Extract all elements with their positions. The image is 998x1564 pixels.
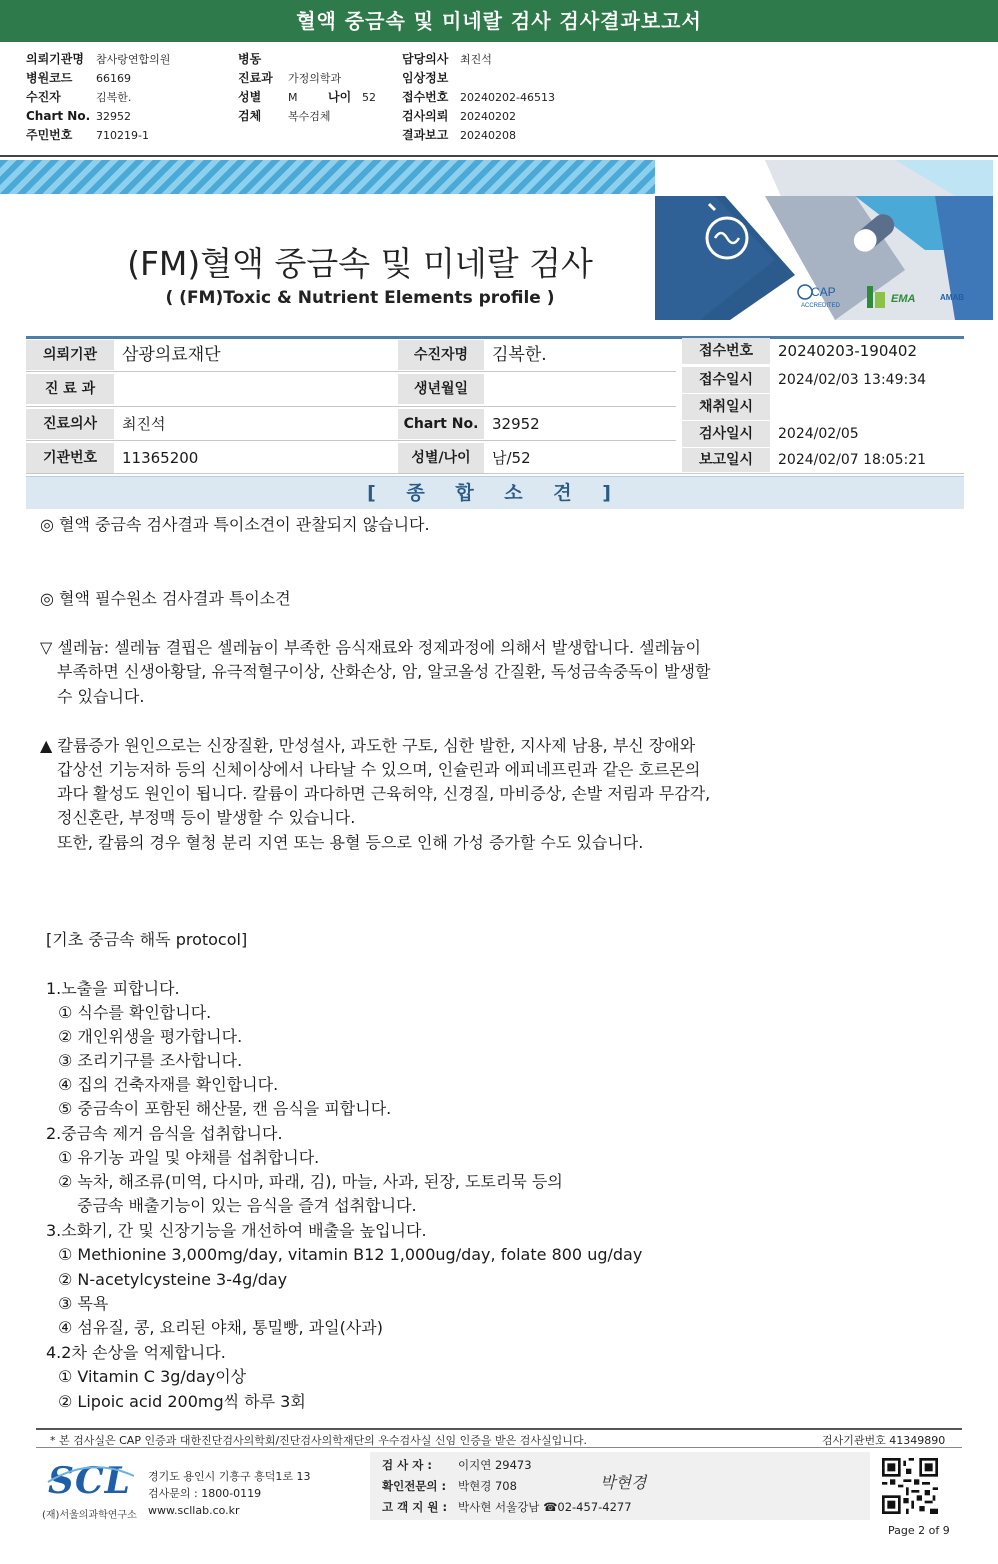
- header-value: 20240202-46513: [460, 91, 555, 104]
- certification-note: * 본 검사실은 CAP 인증과 대한진단검사의학회/진단검사의학재단의 우수검사실 신임 인증을 받은 검사실입니다.: [50, 1434, 588, 1447]
- potassium-note: 갑상선 기능저하 등의 신체이상에서 나타날 수 있으며, 인슐린과 에피네프린과 같은 호르몬의: [57, 760, 701, 779]
- header-label: 임상정보: [402, 71, 449, 85]
- selenium-note: 부족하면 신생아황달, 유극적혈구이상, 산화손상, 암, 알코올성 간질환, 독성금속중독이 발생할: [57, 662, 711, 681]
- header-label: 나이: [328, 90, 352, 104]
- test-title-korean: (FM)혈액 중금속 및 미네랄 검사: [127, 244, 593, 283]
- staff-label: 검 사 자 :: [382, 1458, 432, 1472]
- phone: 검사문의 : 1800-0119: [148, 1487, 262, 1500]
- collection-value: [770, 394, 964, 420]
- selenium-note: ▽ 셀레늄: 셀레늄 결핍은 셀레늄이 부족한 음식재료와 정제과정에 의해서 발생합니다. 셀레늄이: [40, 638, 701, 657]
- header-label: 검사의뢰: [402, 109, 449, 123]
- header-value: 참사랑연합의원: [96, 53, 171, 66]
- patient-label: 생년월일: [398, 374, 484, 404]
- test-title-english: ( (FM)Toxic & Nutrient Elements profile ): [165, 288, 555, 308]
- header-label: 진료과: [238, 71, 273, 85]
- report-date-value: 2024/02/07 18:05:21: [778, 452, 927, 468]
- protocol-item: ② Lipoic acid 200mg씩 하루 3회: [58, 1392, 306, 1411]
- test-date-label: 검사일시: [682, 421, 770, 447]
- staff-label: 확인전문의 :: [382, 1479, 447, 1493]
- qr-code-icon[interactable]: [882, 1458, 938, 1514]
- selenium-note: 수 있습니다.: [57, 687, 145, 706]
- header-label: 성별: [238, 90, 262, 104]
- patient-value: 11365200: [122, 449, 199, 467]
- protocol-item: ① Vitamin C 3g/day이상: [58, 1367, 247, 1386]
- scl-logo-swoosh: [46, 1462, 136, 1506]
- header-value: 20240208: [460, 129, 516, 142]
- receipt-label: 접수일시: [682, 367, 770, 393]
- patient-label: 기관번호: [26, 443, 114, 473]
- receipt-value: 20240203-190402: [778, 342, 918, 360]
- header-left-block: [26, 50, 170, 145]
- protocol-item: ② 개인위생을 평가합니다.: [58, 1027, 243, 1046]
- banner-graphic: [655, 160, 993, 320]
- signature: 박현경: [600, 1473, 647, 1492]
- staff-value: 박현경 708: [458, 1479, 517, 1493]
- header-label: 의뢰기관명: [26, 52, 84, 66]
- header-value: 가정의학과: [288, 72, 342, 85]
- test-date-value: 2024/02/05: [778, 426, 859, 442]
- protocol-item: ② N-acetylcysteine 3-4g/day: [58, 1270, 288, 1289]
- potassium-note: 과다 활성도 원인이 됩니다. 칼륨이 과다하면 근육허약, 신경질, 마비증상, 손발 저림과 무감각,: [57, 784, 711, 803]
- report-title: 혈액 중금속 및 미네랄 검사 검사결과보고서: [0, 0, 998, 42]
- header-value: M: [288, 91, 298, 104]
- header-mid-block: [238, 50, 376, 126]
- header-divider: [0, 155, 998, 157]
- protocol-item: ④ 집의 건축자재를 확인합니다.: [58, 1075, 279, 1094]
- header-value: 32952: [96, 110, 131, 123]
- summary-heading: [ 종 합 소 견 ]: [26, 476, 964, 509]
- page-number: Page 2 of 9: [888, 1524, 950, 1537]
- header-value: 최진석: [460, 53, 492, 66]
- banner-stripes: [0, 160, 670, 194]
- header-value: 710219-1: [96, 129, 149, 142]
- header-label: 병동: [238, 52, 262, 66]
- patient-value: 최진석: [122, 415, 166, 433]
- table-row-divider: [26, 473, 964, 474]
- header-label: 병원코드: [26, 71, 73, 85]
- protocol-item: ③ 조리기구를 조사합니다.: [58, 1051, 243, 1070]
- patient-value: 김복한.: [492, 345, 547, 365]
- staff-value: 박사현 서울강남 ☎02-457-4277: [458, 1500, 632, 1514]
- ema-logo-text: EMA: [891, 293, 916, 305]
- table-row-divider: [26, 406, 676, 407]
- header-value: 김복한.: [96, 91, 132, 104]
- header-value: 52: [362, 91, 376, 104]
- header-label: 접수번호: [402, 90, 449, 104]
- protocol-step: 4.2차 손상을 억제합니다.: [46, 1343, 226, 1362]
- footer-divider: [36, 1428, 962, 1430]
- protocol-item: ③ 목욕: [58, 1294, 109, 1313]
- header-label: 결과보고: [402, 128, 449, 142]
- table-row-divider: [26, 440, 676, 441]
- patient-value: 삼광의료재단: [122, 345, 221, 365]
- collection-label: 채취일시: [682, 394, 770, 420]
- patient-value: [484, 374, 678, 404]
- patient-value: [114, 374, 398, 404]
- protocol-item: ⑤ 중금속이 포함된 해산물, 캔 음식을 피합니다.: [58, 1099, 392, 1118]
- cap-logo-text: CAP: [811, 285, 836, 299]
- patient-label: 진 료 과: [26, 374, 114, 404]
- protocol-item: ④ 섬유질, 콩, 요리된 야채, 통밀빵, 과일(사과): [58, 1318, 383, 1337]
- table-row-divider: [26, 371, 676, 372]
- institution-code: 검사기관번호 41349890: [822, 1434, 946, 1447]
- receipt-label: 접수번호: [682, 338, 770, 364]
- patient-label: Chart No.: [398, 409, 484, 439]
- header-value: 복수검체: [288, 110, 331, 123]
- patient-label: 진료의사: [26, 409, 114, 439]
- protocol-item: ① 식수를 확인합니다.: [58, 1003, 212, 1022]
- address: 경기도 용인시 기흥구 흥덕1로 13: [148, 1470, 311, 1483]
- protocol-step: 2.중금속 제거 음식을 섭취합니다.: [46, 1124, 283, 1143]
- staff-list: [382, 1455, 632, 1518]
- protocol-step: 1.노출을 피합니다.: [46, 979, 180, 998]
- receipt-value: 2024/02/03 13:49:34: [778, 372, 927, 388]
- header-value: 66169: [96, 72, 131, 85]
- website-link[interactable]: www.scllab.co.kr: [148, 1504, 240, 1517]
- staff-value: 이지연 29473: [458, 1458, 532, 1472]
- protocol-item: ① 유기농 과일 및 야채를 섭취합니다.: [58, 1148, 320, 1167]
- protocol-heading: [기초 중금속 해독 protocol]: [46, 930, 248, 949]
- footer-divider-thin: [36, 1447, 962, 1448]
- amab-logo-text: AMAB: [940, 293, 964, 302]
- report-date-label: 보고일시: [682, 448, 770, 472]
- essential-element-finding: ◎ 혈액 필수원소 검사결과 특이소견: [40, 589, 291, 608]
- header-label: 주민번호: [26, 128, 73, 142]
- header-label: Chart No.: [26, 109, 91, 123]
- patient-label: 수진자명: [398, 340, 484, 370]
- protocol-item: ② 녹차, 해조류(미역, 다시마, 파래, 김), 마늘, 사과, 된장, 도토리묵 등의: [58, 1172, 563, 1191]
- staff-label: 고 객 지 원 :: [382, 1500, 448, 1514]
- header-label: 수진자: [26, 90, 61, 104]
- header-right-block: [402, 50, 555, 145]
- heavy-metal-finding: ◎ 혈액 중금속 검사결과 특이소견이 관찰되지 않습니다.: [40, 515, 430, 534]
- header-label: 검체: [238, 109, 262, 123]
- header-value: 20240202: [460, 110, 516, 123]
- patient-label: 성별/나이: [398, 443, 484, 473]
- contact-info: [148, 1468, 311, 1519]
- potassium-note: 정신혼란, 부정맥 등이 발생할 수 있습니다.: [57, 808, 356, 827]
- protocol-item: 중금속 배출기능이 있는 음식을 즐겨 섭취합니다.: [77, 1196, 417, 1215]
- potassium-note: ▲ 칼륨증가 원인으로는 신장질환, 만성설사, 과도한 구토, 심한 발한, 지사제 남용, 부신 장애와: [40, 736, 696, 755]
- patient-value: 남/52: [492, 449, 531, 467]
- patient-value: 32952: [492, 415, 540, 433]
- potassium-note: 또한, 칼륨의 경우 혈청 분리 지연 또는 용혈 등으로 인해 가성 증가할 수도 있습니다.: [57, 833, 644, 852]
- scl-logo: SCL: [48, 1460, 131, 1502]
- protocol-item: ① Methionine 3,000mg/day, vitamin B12 1,000ug/day, folate 800 ug/day: [58, 1245, 643, 1264]
- protocol-step: 3.소화기, 간 및 신장기능을 개선하여 배출을 높입니다.: [46, 1221, 427, 1240]
- institution-name: (재)서울의과학연구소: [42, 1510, 137, 1521]
- patient-label: 의뢰기관: [26, 340, 114, 370]
- header-label: 담당의사: [402, 52, 449, 66]
- cap-accredited-text: ACCREDITED: [801, 303, 841, 309]
